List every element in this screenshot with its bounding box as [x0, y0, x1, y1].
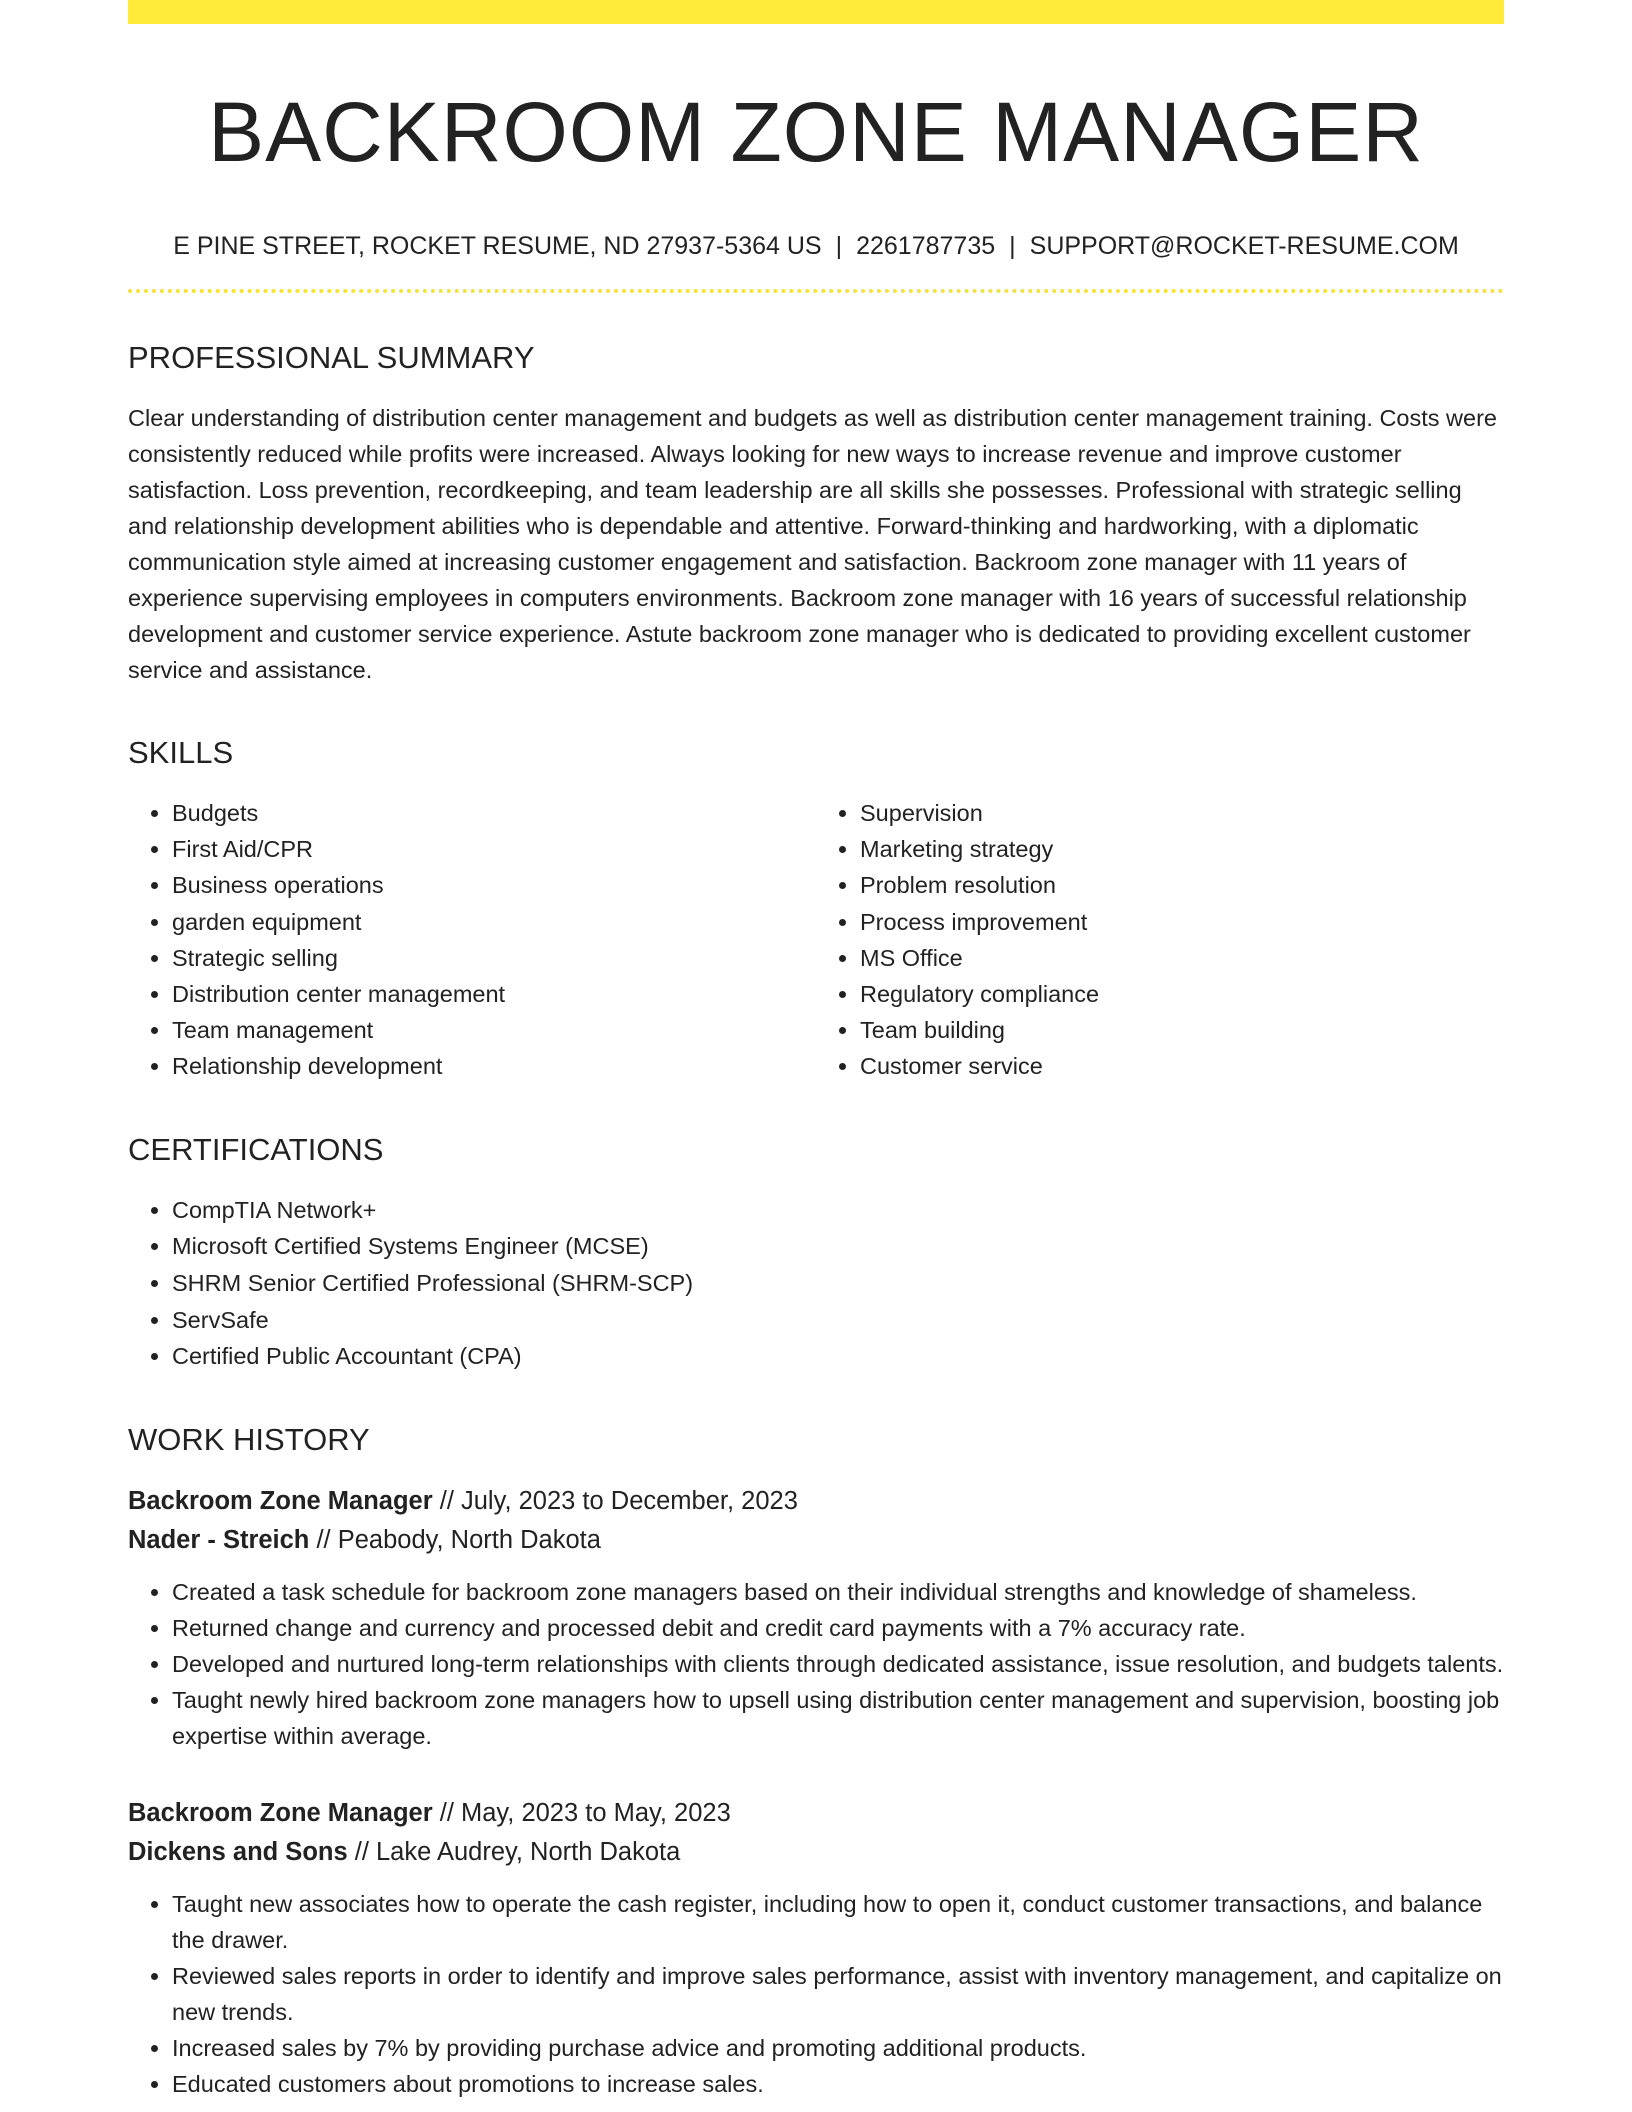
- job-duty-item: • Taught new associates how to operate the cash register, including how to open it, conduct customer transactions, and balance the drawer.: [172, 1886, 1504, 1958]
- job-duties: [128, 1574, 1504, 1754]
- job-duty-item: • Reviewed sales reports in order to identify and improve sales performance, assist with inventory management, and capitalize on new trends.: [172, 1958, 1504, 2030]
- job-dates: // May, 2023 to May, 2023: [432, 1798, 731, 1827]
- skill-item: • Distribution center management: [172, 976, 816, 1012]
- certification-item: • ServSafe: [172, 1302, 1504, 1339]
- job-duty-item: • Developed and nurtured long-term relationships with clients through dedicated assistance, issue resolution, and budgets talents.: [172, 1646, 1504, 1682]
- certification-item: • SHRM Senior Certified Professional (SHRM-SCP): [172, 1265, 1504, 1302]
- job-company-line: [128, 1521, 1504, 1560]
- work-history-heading: WORK HISTORY: [128, 1421, 370, 1457]
- skill-item: • Team management: [172, 1012, 816, 1048]
- header-divider: [128, 289, 1504, 293]
- contact-separator: |: [835, 231, 843, 260]
- skill-item: • Problem resolution: [860, 867, 1504, 903]
- job-duties: [128, 1886, 1504, 2102]
- job-duty-item: • Educated customers about promotions to increase sales.: [172, 2066, 1504, 2102]
- skill-item: • Business operations: [172, 867, 816, 903]
- phone-text: 2261787735: [856, 231, 996, 260]
- skill-item: • Relationship development: [172, 1048, 816, 1084]
- email-text: SUPPORT@ROCKET-RESUME.COM: [1029, 231, 1459, 260]
- skills-column-left: [128, 795, 816, 1085]
- skill-item: • First Aid/CPR: [172, 831, 816, 867]
- skill-item: • Process improvement: [860, 904, 1504, 940]
- job-dates: // July, 2023 to December, 2023: [432, 1486, 798, 1515]
- skills-heading: SKILLS: [128, 734, 234, 770]
- skill-item: • Marketing strategy: [860, 831, 1504, 867]
- summary-heading: PROFESSIONAL SUMMARY: [128, 339, 535, 375]
- skill-item: • MS Office: [860, 940, 1504, 976]
- accent-bar: [128, 0, 1504, 24]
- job-entry: [128, 1794, 1504, 2102]
- job-location: // Peabody, North Dakota: [309, 1525, 601, 1554]
- job-location: // Lake Audrey, North Dakota: [347, 1837, 681, 1866]
- job-company-line: [128, 1833, 1504, 1872]
- job-duty-item: • Returned change and currency and processed debit and credit card payments with a 7% accuracy rate.: [172, 1610, 1504, 1646]
- skill-item: • Customer service: [860, 1048, 1504, 1084]
- contact-separator: |: [1009, 231, 1016, 260]
- skill-item: • garden equipment: [172, 904, 816, 940]
- certification-item: • Certified Public Accountant (CPA): [172, 1338, 1504, 1375]
- skill-item: • Budgets: [172, 795, 816, 831]
- summary-text: Clear understanding of distribution center management and budgets as well as distribution center management training. Costs were consistently reduced while profits were increased. Always looking for new ways to increase revenue and improve customer satisfaction. Loss prevention, recordkeeping, and team leadership are all skills she possesses. Professional with strategic selling and relationship development abilities who is dependable and attentive. Forward-thinking and hardworking, with a diplomatic communication style aimed at increasing customer engagement and satisfaction. Backroom zone manager with 11 years of experience supervising employees in computers environments. Backroom zone manager with 16 years of successful relationship development and customer service experience. Astute backroom zone manager who is dedicated to providing excellent customer service and assistance.: [128, 404, 1497, 683]
- skills-column-right: [816, 795, 1504, 1085]
- skill-item: • Team building: [860, 1012, 1504, 1048]
- job-role: Backroom Zone Manager: [128, 1798, 433, 1827]
- skill-item: • Supervision: [860, 795, 1504, 831]
- skill-item: • Regulatory compliance: [860, 976, 1504, 1012]
- skill-item: • Strategic selling: [172, 940, 816, 976]
- job-company: Dickens and Sons: [128, 1837, 348, 1866]
- certifications-heading: CERTIFICATIONS: [128, 1131, 384, 1167]
- skills-list: [128, 795, 1504, 1085]
- address-text: E PINE STREET, ROCKET RESUME, ND 27937-5364 US: [173, 231, 822, 260]
- job-duty-item: • Created a task schedule for backroom zone managers based on their individual strengths and knowledge of shameless.: [172, 1574, 1504, 1610]
- candidate-title: BACKROOM ZONE MANAGER: [208, 85, 1424, 179]
- job-company: Nader - Streich: [128, 1525, 310, 1554]
- job-role-line: [128, 1794, 1504, 1833]
- job-duty-item: • Taught newly hired backroom zone managers how to upsell using distribution center management and supervision, boosting job expertise within average.: [172, 1682, 1504, 1754]
- certification-item: • CompTIA Network+: [172, 1192, 1504, 1229]
- job-duty-item: • Increased sales by 7% by providing purchase advice and promoting additional products.: [172, 2030, 1504, 2066]
- job-role-line: [128, 1482, 1504, 1521]
- job-entry: [128, 1482, 1504, 1754]
- certification-item: • Microsoft Certified Systems Engineer (MCSE): [172, 1228, 1504, 1265]
- resume-page: [128, 0, 1504, 2102]
- certifications-list: [128, 1192, 1504, 1375]
- job-role: Backroom Zone Manager: [128, 1486, 433, 1515]
- contact-line: [128, 231, 1504, 261]
